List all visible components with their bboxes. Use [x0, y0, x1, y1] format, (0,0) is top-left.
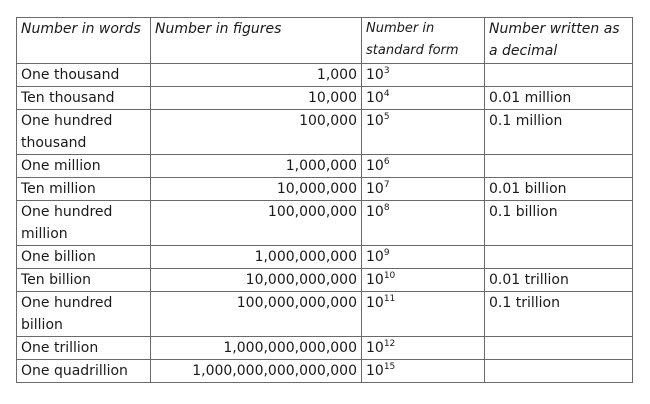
power-exponent: 3	[383, 66, 390, 76]
power-exponent: 12	[383, 339, 396, 349]
power-base: 10	[366, 158, 384, 174]
cell-decimal: 0.1 million	[485, 110, 633, 155]
cell-decimal: 0.01 trillion	[485, 269, 633, 292]
table-row	[17, 269, 633, 292]
power-exponent: 7	[383, 180, 390, 190]
table-row	[17, 110, 633, 155]
cell-words: Ten million	[17, 178, 151, 201]
power-base: 10	[366, 90, 384, 106]
cell-standard-form	[362, 292, 485, 337]
cell-figures: 100,000,000	[151, 201, 362, 246]
power-base: 10	[366, 272, 384, 288]
table-row	[17, 337, 633, 360]
cell-figures: 100,000,000,000	[151, 292, 362, 337]
cell-standard-form	[362, 64, 485, 87]
table-row	[17, 292, 633, 337]
power-exponent: 4	[383, 89, 390, 99]
cell-standard-form	[362, 246, 485, 269]
place-value-table	[16, 17, 633, 383]
cell-figures: 1,000,000,000,000,000	[151, 360, 362, 383]
table-row	[17, 201, 633, 246]
power-base: 10	[366, 363, 384, 379]
cell-words: One million	[17, 155, 151, 178]
cell-words: One billion	[17, 246, 151, 269]
cell-decimal: 0.1 billion	[485, 201, 633, 246]
power-base: 10	[366, 340, 384, 356]
power-exponent: 5	[383, 112, 390, 122]
header-standard-form: Number in standard form	[362, 18, 485, 64]
power-exponent: 9	[383, 248, 390, 258]
header-words: Number in words	[17, 18, 151, 64]
header-figures: Number in figures	[151, 18, 362, 64]
header-decimal: Number written as a decimal	[485, 18, 633, 64]
power-base: 10	[366, 113, 384, 129]
cell-words: One hundred thousand	[17, 110, 151, 155]
power-base: 10	[366, 67, 384, 83]
cell-decimal: 0.01 billion	[485, 178, 633, 201]
cell-decimal	[485, 155, 633, 178]
cell-standard-form	[362, 110, 485, 155]
table-row	[17, 87, 633, 110]
cell-standard-form	[362, 269, 485, 292]
table-row	[17, 246, 633, 269]
cell-words: One thousand	[17, 64, 151, 87]
cell-decimal	[485, 360, 633, 383]
cell-decimal	[485, 64, 633, 87]
cell-standard-form	[362, 178, 485, 201]
header-row	[17, 18, 633, 64]
cell-standard-form	[362, 337, 485, 360]
cell-figures: 1,000,000,000,000	[151, 337, 362, 360]
power-base: 10	[366, 295, 384, 311]
cell-figures: 10,000,000	[151, 178, 362, 201]
cell-words: One hundred billion	[17, 292, 151, 337]
table-row	[17, 64, 633, 87]
cell-decimal	[485, 337, 633, 360]
table-row	[17, 155, 633, 178]
cell-figures: 1,000,000,000	[151, 246, 362, 269]
cell-standard-form	[362, 87, 485, 110]
cell-figures: 100,000	[151, 110, 362, 155]
cell-decimal: 0.1 trillion	[485, 292, 633, 337]
cell-words: One trillion	[17, 337, 151, 360]
cell-figures: 10,000,000,000	[151, 269, 362, 292]
power-exponent: 6	[383, 157, 390, 167]
power-exponent: 11	[383, 294, 396, 304]
cell-standard-form	[362, 155, 485, 178]
power-exponent: 15	[383, 362, 396, 372]
table-row	[17, 360, 633, 383]
cell-figures: 1,000	[151, 64, 362, 87]
cell-figures: 10,000	[151, 87, 362, 110]
table-row	[17, 178, 633, 201]
cell-words: One hundred million	[17, 201, 151, 246]
cell-words: One quadrillion	[17, 360, 151, 383]
power-exponent: 8	[383, 203, 390, 213]
power-base: 10	[366, 181, 384, 197]
cell-words: Ten thousand	[17, 87, 151, 110]
cell-standard-form	[362, 360, 485, 383]
power-exponent: 10	[383, 271, 396, 281]
cell-decimal: 0.01 million	[485, 87, 633, 110]
power-base: 10	[366, 204, 384, 220]
cell-words: Ten billion	[17, 269, 151, 292]
cell-standard-form	[362, 201, 485, 246]
cell-figures: 1,000,000	[151, 155, 362, 178]
power-base: 10	[366, 249, 384, 265]
cell-decimal	[485, 246, 633, 269]
